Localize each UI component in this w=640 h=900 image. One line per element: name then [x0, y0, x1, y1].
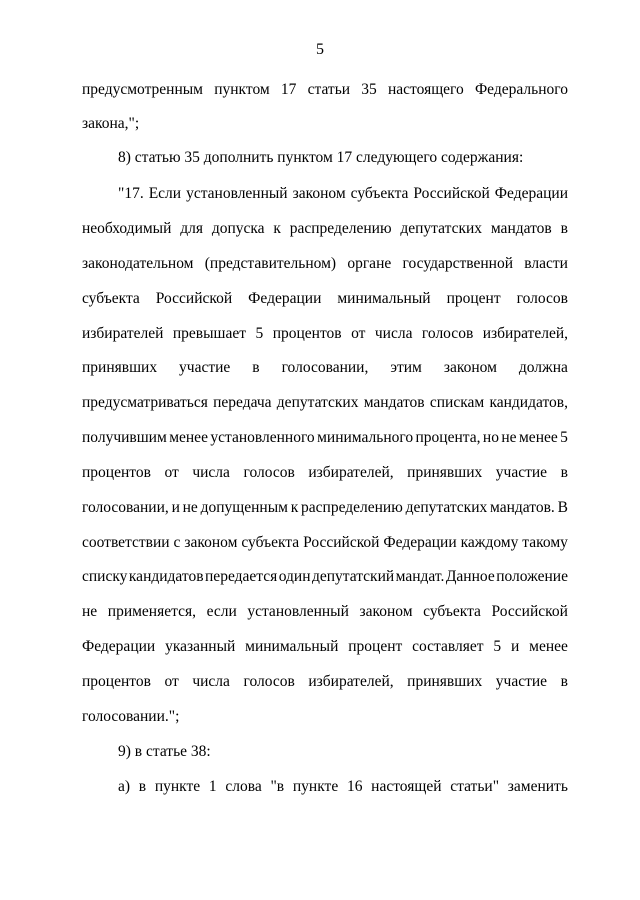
word: один [278, 568, 311, 585]
word: пунктом [214, 81, 270, 98]
word: 5 [493, 638, 502, 655]
word: в [252, 359, 260, 376]
word: избирателей, [308, 464, 394, 481]
word: процентов [272, 325, 342, 342]
word: голосовании, [82, 499, 169, 516]
word: указанный [165, 638, 236, 655]
word: принявших [407, 464, 483, 481]
quoted-paragraph-line [82, 672, 568, 692]
word: статьи [307, 81, 351, 98]
word: законом [359, 603, 413, 620]
word: 17 [280, 81, 297, 98]
word: не [182, 499, 198, 516]
word: от [164, 673, 179, 690]
item-8-heading: 8) статью 35 дополнить пунктом 17 следующего содержания: [118, 149, 524, 166]
word: законом [292, 185, 346, 202]
word: в [560, 220, 568, 237]
word: (представительном) [204, 255, 337, 272]
word: числа [374, 325, 413, 342]
word: Российской [155, 290, 233, 307]
word: голосов [243, 673, 295, 690]
word: установленный [186, 185, 288, 202]
word: голосов [421, 325, 474, 342]
word: процентов [82, 673, 151, 690]
word: числа [192, 673, 230, 690]
word: распределению [289, 220, 392, 237]
word: настоящей [371, 778, 442, 795]
page-number: 5 [316, 41, 324, 58]
word: а) [118, 778, 131, 795]
word: субъекта [82, 290, 140, 307]
word: субъекта [241, 534, 300, 551]
quoted-paragraph-line [82, 463, 568, 483]
word: процентов [82, 464, 151, 481]
word: к [290, 499, 299, 516]
word: участие [495, 673, 548, 690]
word: законом [443, 359, 497, 376]
quoted-paragraph-line [82, 184, 568, 204]
word: пункте [154, 778, 201, 795]
word: голосов [243, 464, 295, 481]
word: должна [518, 359, 568, 376]
word: этим [390, 359, 422, 376]
word: мандатов [363, 394, 425, 411]
word: но [482, 429, 499, 446]
subitem-a-line [82, 777, 568, 797]
word: в [138, 778, 147, 795]
word: от [164, 464, 179, 481]
word: составляет [412, 638, 484, 655]
word: участие [495, 464, 548, 481]
quoted-paragraph-line [82, 358, 568, 378]
word: превышает [172, 325, 246, 342]
text-line: закона,"; [82, 115, 140, 132]
word: избирателей, [482, 325, 568, 342]
word: кандидатов, [489, 394, 568, 411]
quoted-paragraph-line [82, 602, 568, 622]
word: Российской [303, 534, 380, 551]
word: если [206, 603, 237, 620]
word: голосов [516, 290, 568, 307]
word: процент [348, 638, 403, 655]
word: менее [169, 429, 208, 446]
word: принявших [82, 359, 158, 376]
quoted-paragraph-line [82, 428, 568, 448]
text-line [82, 80, 568, 100]
word: мандат. [395, 568, 445, 585]
word: применяется, [107, 603, 196, 620]
word: избирателей, [308, 673, 394, 690]
word: пункте [292, 778, 339, 795]
word: процент [446, 290, 501, 307]
quoted-paragraph-line [82, 533, 568, 553]
word: каждому [460, 534, 519, 551]
word: статьи" [450, 778, 500, 795]
word: и [511, 638, 520, 655]
word: "17. [118, 185, 144, 202]
word: распределению [301, 499, 403, 516]
word: и [171, 499, 180, 516]
word: минимальный [245, 638, 339, 655]
word: субъекта [350, 185, 409, 202]
word: субъекта [423, 603, 481, 620]
word: менее [529, 638, 568, 655]
quoted-paragraph-line [82, 324, 568, 344]
word: предусмотренным [82, 81, 203, 98]
word: 5 [560, 429, 568, 446]
word: передача [213, 394, 272, 411]
quoted-paragraph-line [82, 393, 568, 413]
word: не [82, 603, 98, 620]
word: установленный [247, 603, 349, 620]
word: участие [179, 359, 231, 376]
word: спискам [429, 394, 485, 411]
word: числа [192, 464, 230, 481]
word: законодательном [82, 255, 194, 272]
word: кандидатов [128, 568, 204, 585]
word: настоящего [387, 81, 464, 98]
word: с [173, 534, 181, 551]
word: органе [347, 255, 392, 272]
word: процента, [415, 429, 481, 446]
word: Федерального [474, 81, 568, 98]
word: В [557, 499, 568, 516]
word: Федерации [383, 534, 457, 551]
word: менее [519, 429, 558, 446]
word: получившим [82, 429, 167, 446]
word: государственной [402, 255, 513, 272]
word: мандатов [490, 220, 552, 237]
quoted-paragraph-line [82, 637, 568, 657]
word: голосовании, [281, 359, 369, 376]
word: депутатский [311, 568, 395, 585]
word: не [501, 429, 517, 446]
word: Российской [491, 603, 568, 620]
word: депутатских [405, 499, 488, 516]
quoted-paragraph-line [82, 254, 568, 274]
word: заменить [507, 778, 568, 795]
word: депутатских [276, 394, 359, 411]
word: передается [205, 568, 278, 585]
word: минимального [317, 429, 414, 446]
word: установленного [210, 429, 315, 446]
word: законом [184, 534, 238, 551]
word: избирателей [82, 325, 164, 342]
word: от [351, 325, 366, 342]
word: в [560, 673, 568, 690]
quoted-paragraph-line [82, 567, 568, 587]
word: положение [496, 568, 568, 585]
word: слова [225, 778, 262, 795]
word: минимальный [337, 290, 431, 307]
quoted-paragraph-line: голосовании."; [82, 708, 180, 725]
word: 1 [208, 778, 217, 795]
word: для [180, 220, 203, 237]
word: 16 [346, 778, 363, 795]
word: в [560, 464, 568, 481]
word: 35 [361, 81, 377, 98]
word: соответствии [82, 534, 170, 551]
word: Федерации [82, 638, 156, 655]
word: к [273, 220, 281, 237]
item-9-heading: 9) в статье 38: [118, 743, 211, 760]
word: допуска [211, 220, 265, 237]
word: Федерации [248, 290, 322, 307]
word: власти [524, 255, 568, 272]
word: предусматриваться [82, 394, 208, 411]
word: необходимый [82, 220, 172, 237]
quoted-paragraph-line [82, 289, 568, 309]
quoted-paragraph-line [82, 219, 568, 239]
quoted-paragraph-line [82, 498, 568, 518]
word: Российской [413, 185, 490, 202]
word: "в [270, 778, 285, 795]
word: такому [522, 534, 568, 551]
word: Данное [445, 568, 495, 585]
word: принявших [407, 673, 483, 690]
word: допущенным [200, 499, 288, 516]
word: списку [82, 568, 128, 585]
word: Если [148, 185, 182, 202]
word: 5 [255, 325, 264, 342]
word: Федерации [494, 185, 568, 202]
word: мандатов. [490, 499, 555, 516]
word: депутатских [400, 220, 483, 237]
